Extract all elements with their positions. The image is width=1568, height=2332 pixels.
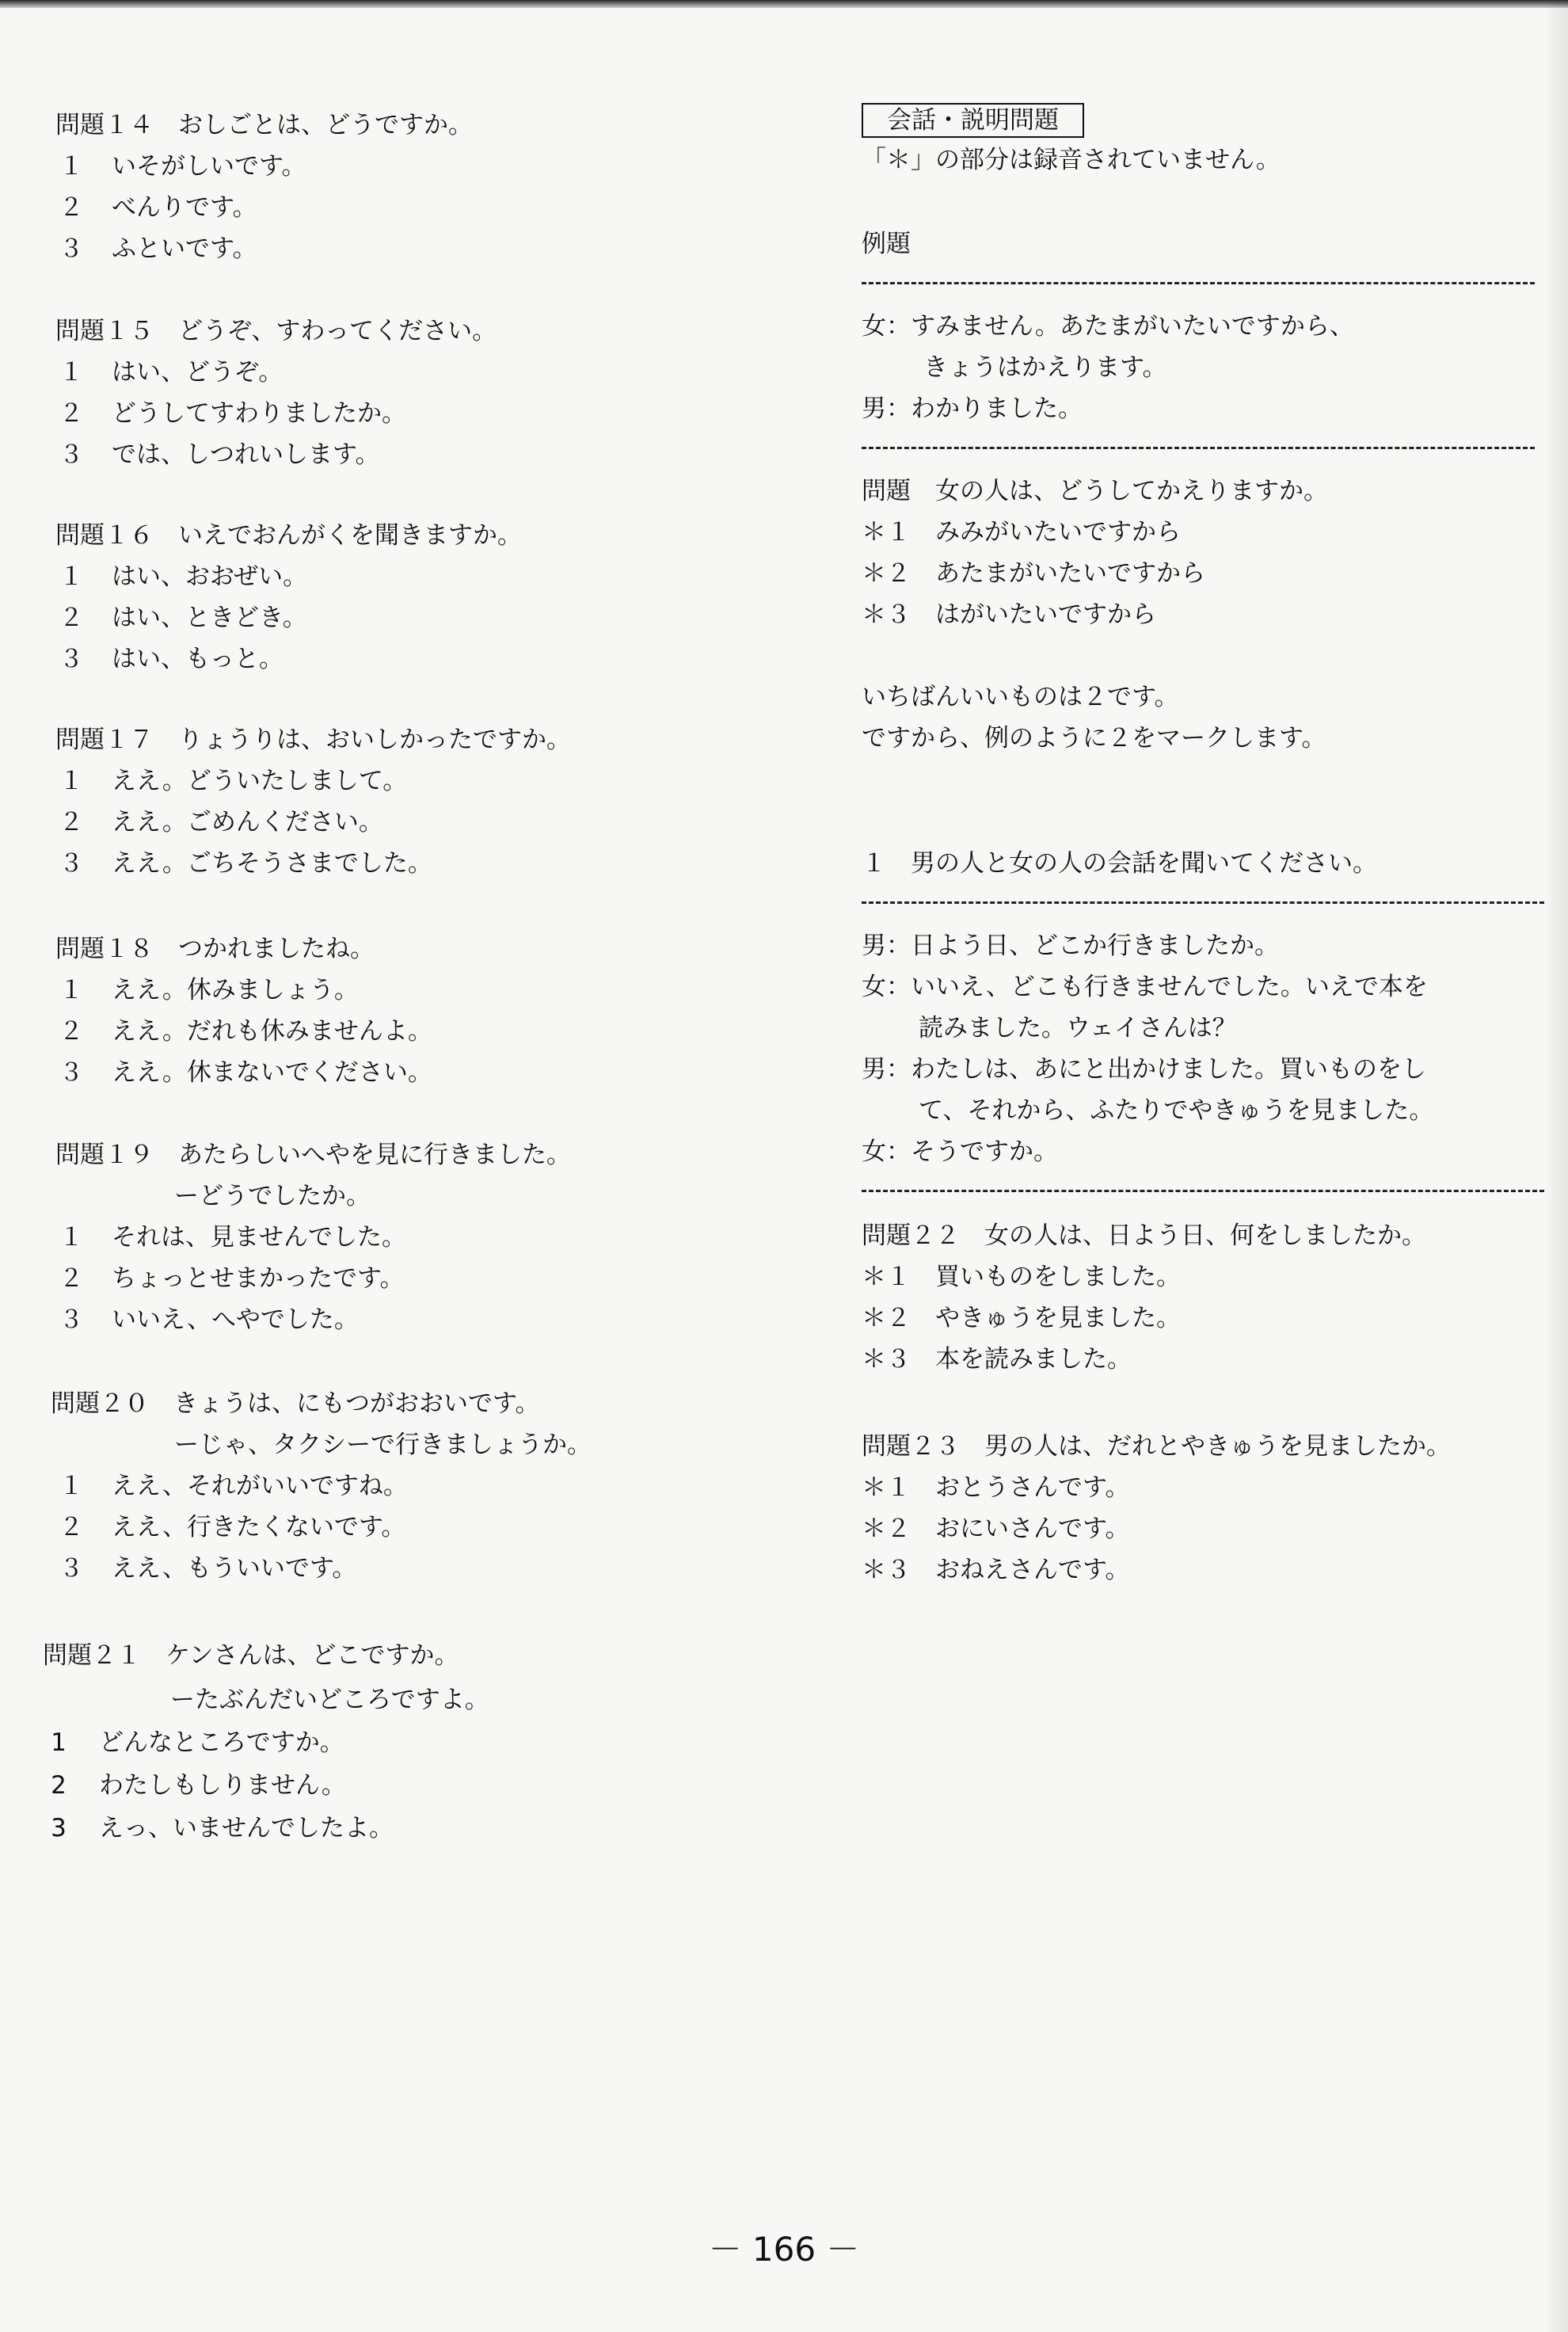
divider-dashed <box>862 1190 1544 1192</box>
divider-dashed <box>862 447 1535 449</box>
q19-title: 問題１９ あたらしいへやを見に行きました。 <box>55 1141 571 1169</box>
q16-answer-2: ２ はい、ときどき。 <box>59 604 307 632</box>
q15-answer-2: ２ どうしてすわりましたか。 <box>59 399 406 428</box>
conversation-line-4: 男：わたしは、あにと出かけました。買いものをし <box>862 1055 1426 1084</box>
q14-title: 問題１４ おしごとは、どうですか。 <box>55 111 473 139</box>
q23-title: 問題２３ 男の人は、だれとやきゅうを見ましたか。 <box>862 1432 1451 1461</box>
q23-option-2: ＊２ おにいさんです。 <box>862 1515 1130 1543</box>
conversation-line-5: て、それから、ふたりでやきゅうを見ました。 <box>919 1096 1434 1125</box>
example-answer-1: いちばんいいものは２です。 <box>862 683 1179 711</box>
q19-answer-2: ２ ちょっとせまかったです。 <box>59 1264 405 1293</box>
q15-answer-1: １ はい、どうぞ。 <box>59 358 284 387</box>
q21-answer-1: 1 どんなところですか。 <box>51 1728 344 1757</box>
q18-title: 問題１８ つかれましたね。 <box>55 935 375 963</box>
q14-answer-3: ３ ふといです。 <box>59 234 257 263</box>
q16-answer-3: ３ はい、もっと。 <box>59 645 284 673</box>
example-label: 例題 <box>862 230 911 258</box>
example-option-2: ＊２ あたまがいたいですから <box>862 559 1205 588</box>
q19-answer-3: ３ いいえ、へやでした。 <box>59 1305 359 1334</box>
q15-title: 問題１５ どうぞ、すわってください。 <box>55 317 497 345</box>
recording-note: 「＊」の部分は録音されていません。 <box>862 146 1281 174</box>
q19-answer-1: １ それは、見ませんでした。 <box>59 1223 406 1252</box>
example-answer-2: ですから、例のように２をマークします。 <box>862 724 1326 753</box>
q18-answer-1: １ ええ。休みましょう。 <box>59 976 359 1004</box>
q20-answer-3: ３ ええ、もういいです。 <box>59 1554 357 1583</box>
conversation-line-1: 男：日よう日、どこか行きましたか。 <box>862 932 1279 960</box>
q21-title: 問題２１ ケンさんは、どこですか。 <box>43 1641 459 1670</box>
q18-answer-2: ２ ええ。だれも休みませんよ。 <box>59 1017 432 1046</box>
q20-answer-1: １ ええ、それがいいですね。 <box>59 1472 408 1500</box>
page-right-shade <box>1544 0 1568 2332</box>
divider-dashed <box>862 282 1535 284</box>
q20-title: 問題２０ きょうは、にもつがおおいです。 <box>51 1389 540 1418</box>
example-woman-line-1: 女：すみません。あたまがいたいですから、 <box>862 312 1354 341</box>
q20-sub: ーじゃ、タクシーで行きましょうか。 <box>174 1431 592 1459</box>
q21-answer-2: 2 わたしもしりません。 <box>51 1771 346 1800</box>
q20-answer-2: ２ ええ、行きたくないです。 <box>59 1513 406 1541</box>
example-option-3: ＊３ はがいたいですから <box>862 600 1156 629</box>
page-top-edge <box>0 0 1568 8</box>
section-heading-box: 会話・説明問題 <box>862 103 1084 138</box>
q22-option-3: ＊３ 本を読みました。 <box>862 1345 1132 1374</box>
example-woman-line-2: きょうはかえります。 <box>923 353 1167 382</box>
conversation-line-6: 女：そうですか。 <box>862 1137 1058 1166</box>
q16-title: 問題１６ いえでおんがくを聞きますか。 <box>55 521 522 550</box>
q22-title: 問題２２ 女の人は、日よう日、何をしましたか。 <box>862 1221 1426 1250</box>
q16-answer-1: １ はい、おおぜい。 <box>59 562 308 591</box>
q14-answer-2: ２ べんりです。 <box>59 193 257 222</box>
example-option-1: ＊１ みみがいたいですから <box>862 518 1181 547</box>
q17-answer-1: １ ええ。どういたしまして。 <box>59 767 408 795</box>
q17-title: 問題１７ りょうりは、おいしかったですか。 <box>55 726 571 754</box>
page-number: － 166 － <box>708 2230 860 2269</box>
q18-answer-3: ３ ええ。休まないでください。 <box>59 1058 432 1087</box>
section-1-title: １ 男の人と女の人の会話を聞いてください。 <box>862 849 1377 878</box>
example-man-line: 男：わかりました。 <box>862 394 1083 423</box>
q23-option-3: ＊３ おねえさんです。 <box>862 1556 1130 1584</box>
q14-answer-1: １ いそがしいです。 <box>59 152 306 181</box>
q22-option-2: ＊２ やきゅうを見ました。 <box>862 1304 1181 1332</box>
divider-dashed <box>862 901 1544 904</box>
q19-sub: ーどうでしたか。 <box>174 1182 371 1210</box>
q17-answer-2: ２ ええ。ごめんください。 <box>59 808 383 836</box>
q22-option-1: ＊１ 買いものをしました。 <box>862 1263 1181 1291</box>
conversation-line-3: 読みました。ウェイさんは？ <box>919 1014 1237 1042</box>
q21-sub: ーたぶんだいどころですよ。 <box>170 1686 489 1714</box>
q17-answer-3: ３ ええ。ごちそうさまでした。 <box>59 849 432 878</box>
q15-answer-3: ３ では、しつれいします。 <box>59 440 380 469</box>
conversation-line-2: 女：いいえ、どこも行きませんでした。いえで本を <box>862 973 1428 1001</box>
q23-option-1: ＊１ おとうさんです。 <box>862 1473 1130 1502</box>
q21-answer-3: 3 えっ、いませんでしたよ。 <box>51 1814 394 1842</box>
example-question: 問題 女の人は、どうしてかえりますか。 <box>862 477 1328 505</box>
